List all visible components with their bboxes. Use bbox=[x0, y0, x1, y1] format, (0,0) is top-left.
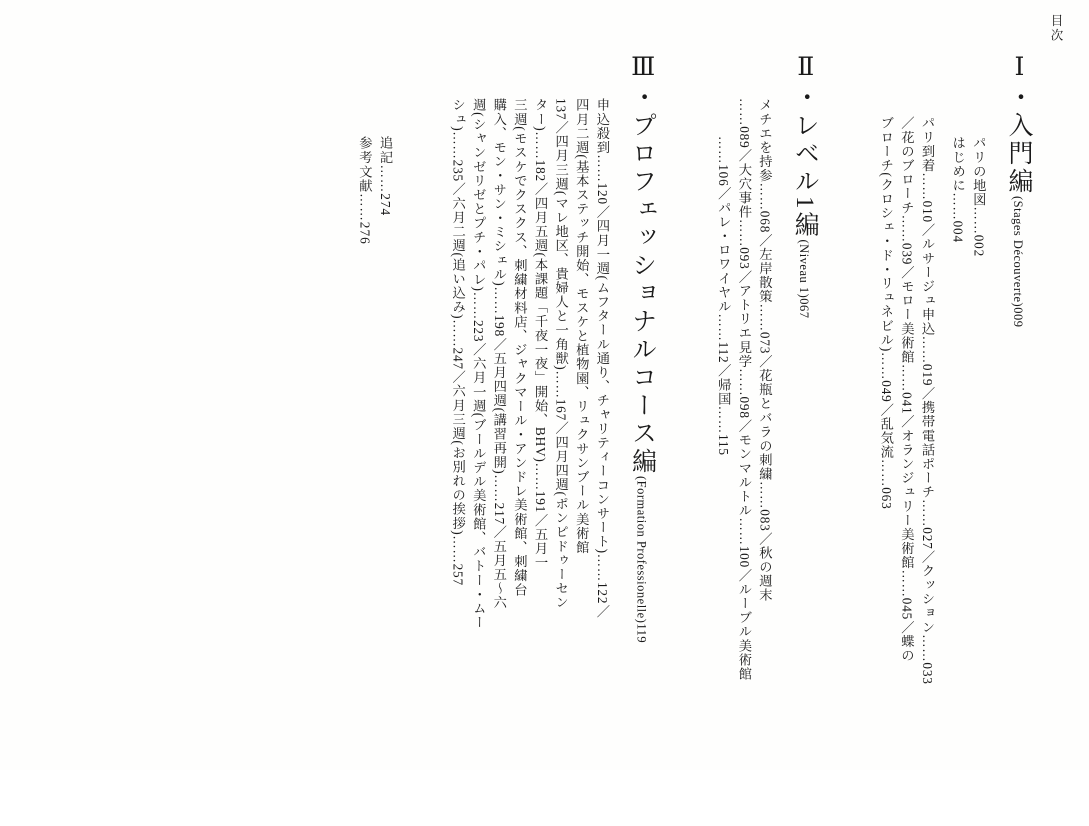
toc-line-1-4: ／花のブローチ……039／モロー美術館……041／オランジュリー美術館……045／蝶の bbox=[899, 116, 915, 663]
section-heading-3 bbox=[622, 40, 661, 742]
toc-line-2-1: メチエを持参……068／左岸散策……073／花瓶とバラの刺繍……083／秋の週末 bbox=[757, 98, 773, 603]
toc-line-3-4: ター)……182／四月五週(本課題「千夜一夜」開始、BHV)……191／五月一 bbox=[533, 98, 549, 570]
toc-line-3-6: 購入、モン・サン・ミシェル)……198／五月四週(講習再開)……217／五月五〜六 bbox=[491, 98, 507, 610]
section-heading-1 bbox=[998, 40, 1037, 742]
toc-line-1-5: ブローチ(クロシェ・ド・リュネビル)……049／乱気流……063 bbox=[878, 116, 894, 510]
section-niveau1 bbox=[713, 40, 824, 730]
toc-columns-container bbox=[34, 40, 1037, 730]
toc-line-3-2: 四月二週(基本ステッチ開始、モスケと植物園、リュクサンブール美術館 bbox=[574, 98, 590, 555]
section-heading-1-title: Ⅰ・入門編 bbox=[1005, 52, 1032, 196]
page-header-mokuji: 目次 bbox=[1049, 14, 1063, 43]
toc-line-3-1: 申込殺到……120／四月一週(ムフタール通り、チャリティーコンサート)……122／ bbox=[594, 98, 610, 619]
toc-line-3-7: 週(シャンゼリゼとプチ・パレ)……223／六月一週(ブールデル美術館、バトー・ムー bbox=[471, 98, 487, 630]
toc-line-4-2: 参考文献……276 bbox=[357, 136, 373, 245]
section-appendix bbox=[354, 40, 395, 730]
toc-line-4-1: 追記……274 bbox=[378, 136, 393, 217]
section-heading-1-page: 009 bbox=[1011, 307, 1025, 328]
section-heading-3-title: Ⅲ・プロフェッショナルコース編 bbox=[628, 52, 656, 476]
section-heading-2-latin: (Niveau 1) bbox=[797, 239, 812, 299]
toc-line-3-5: 三週(モスケでクスクス、刺繍材料店、ジャクマール・アンドレ美術館、刺繍台 bbox=[512, 98, 528, 597]
section-heading-3-page: 119 bbox=[634, 623, 649, 644]
toc-line-2-3: ……106／パレ・ロワイヤル……112／帰国……115 bbox=[716, 136, 732, 456]
section-heading-1-latin: (Stages Découverte) bbox=[1011, 196, 1025, 308]
section-heading-3-latin: (Formation Professionelle) bbox=[634, 476, 649, 624]
section-heading-2-page: 067 bbox=[797, 298, 812, 319]
section-heading-2-title: Ⅱ・レベル1編 bbox=[791, 52, 819, 240]
section-heading-2 bbox=[784, 40, 823, 742]
toc-line-3-3: 137／四月三週(マレ地区、貴婦人と一角獣)……167／四月四週(ポンピドゥーセン bbox=[553, 98, 569, 610]
toc-line-1-2: はじめに……004 bbox=[950, 136, 966, 243]
toc-line-1-3: パリ到着……010／ルサージュ申込……019／携帯電話ポーチ……027／クッション……033 bbox=[920, 116, 936, 685]
toc-line-2-2: ……089／大穴事件……093／アトリエ見学……098／モンマルトル……100／ルーブル美術館 bbox=[736, 98, 752, 681]
toc-line-1-1: パリの地図……002 bbox=[971, 136, 987, 258]
section-intro bbox=[875, 40, 1037, 730]
section-formation bbox=[447, 40, 661, 730]
toc-line-3-8: シュ)……235／六月二週(追い込み)……247／六月三週(お別れの挨拶)……257 bbox=[450, 98, 466, 586]
